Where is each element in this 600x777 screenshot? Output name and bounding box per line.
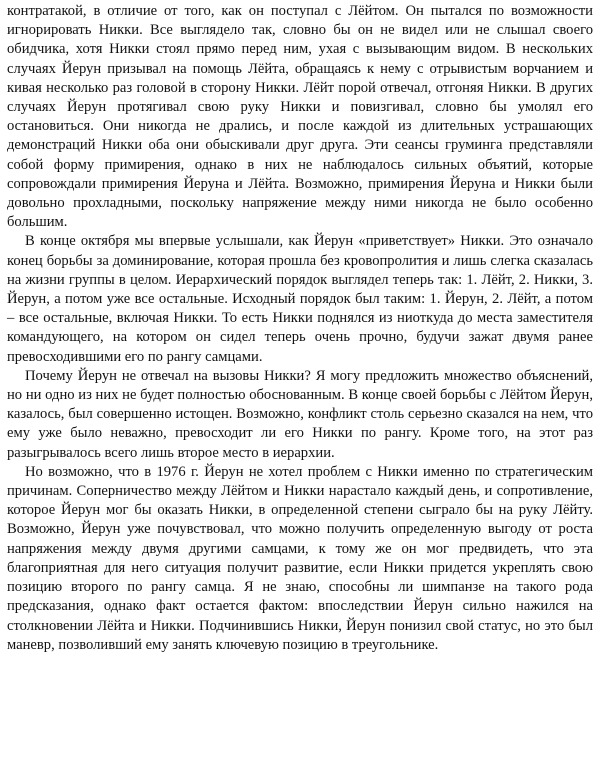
document-page (7, 2, 593, 655)
paragraph-1: контратакой, в отличие от того, как он поступал с Лёйтом. Он пытался по возможности игнорировать Никки. Все выглядело так, словно бы он не видел или не слышал своего обидчика, хотя Никки стоял прямо перед ним, ухая с вызывающим видом. В нескольких случаях Йерун призывал на помощь Лёйта, обращаясь к нему с отрывистым ворчанием и кивая несколько раз головой в сторону Никки. Лёйт порой отвечал, отгоняя Никки. В других случаях Йерун протягивал свою руку Никки и повизгивал, словно бы умолял его остановиться. Они никогда не дрались, и после каждой из длительных устрашающих демонстраций Никки оба они обыскивали друг друга. Эти сеансы груминга представляли собой форму примирения, однако в них не наблюдалось сильных объятий, которые сопровождали примирения Йеруна и Лёйта. Возможно, примирения Йеруна и Никки были довольно прохладными, поскольку напряжение между ними никогда не было особенно большим. (7, 3, 593, 231)
paragraph-3: Почему Йерун не отвечал на вызовы Никки? Я могу предложить множество объяснений, но ни одно из них не будет полностью обоснованным. В конце своей борьбы с Лёйтом Йерун, казалось, был совершенно истощен. Возможно, конфликт столь серьезно сказался на нем, что ему уже было неважно, превосходит ли его Никки по рангу. Кроме того, на этот раз разыгрывалось всего лишь второе место в иерархии. (7, 367, 593, 461)
paragraph-4: Но возможно, что в 1976 г. Йерун не хотел проблем с Никки именно по стратегическим причинам. Соперничество между Лёйтом и Никки нарастало каждый день, и сопротивление, которое Йерун мог бы оказать Никки, в определенной степени сыграло бы на руку Лёйту. Возможно, Йерун уже почувствовал, что можно получить определенную выгоду от роста напряжения между двумя другими самцами, к тому же он мог предвидеть, что эта благоприятная для него ситуация получит развитие, если Никки придется укреплять свою позицию второго по рангу самца. Я не знаю, способны ли шимпанзе на такого рода предсказания, однако факт остается фактом: впоследствии Йерун сильно нажился на столкновении Лёйта и Никки. Подчинившись Никки, Йерун понизил свой статус, но это был маневр, позволивший ему занять ключевую позицию в треугольнике. (7, 463, 593, 653)
paragraph-2: В конце октября мы впервые услышали, как Йерун «приветствует» Никки. Это означало конец борьбы за доминирование, которая прошла без кровопролития и лишь слегка сказалась на жизни группы в целом. Иерархический порядок выглядел теперь так: 1. Лёйт, 2. Никки, 3. Йерун, а потом уже все остальные. Исходный порядок был таким: 1. Йерун, 2. Лёйт, а потом – все остальные, включая Никки. То есть Никки поднялся из ниоткуда до места заместителя командующего, на котором он сидел теперь очень прочно, будучи зажат двумя ранее превосходившими его по рангу самцами. (7, 233, 593, 365)
